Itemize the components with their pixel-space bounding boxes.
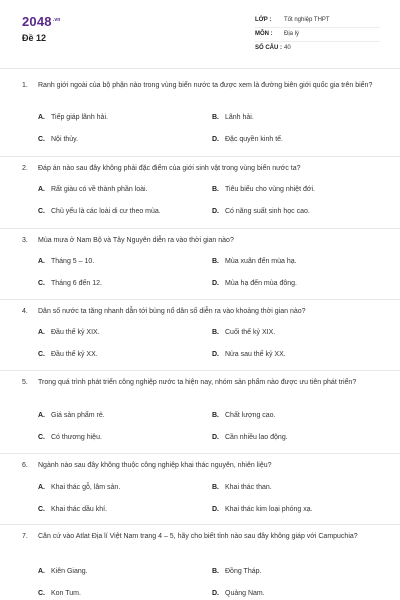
option-letter: A. <box>38 186 45 193</box>
option-text: Tháng 5 – 10. <box>51 258 95 265</box>
option-b[interactable] <box>212 258 297 265</box>
option-c[interactable] <box>38 590 81 597</box>
lop-value: Tốt nghiệp THPT <box>284 17 330 23</box>
option-text: Kiên Giang. <box>51 568 88 575</box>
logo-suffix: .vn <box>52 16 61 23</box>
question-number: 1. <box>22 82 28 89</box>
option-d[interactable] <box>212 351 286 358</box>
header-divider <box>0 68 400 69</box>
option-letter: C. <box>38 506 45 513</box>
option-text: Cuối thế kỷ XIX. <box>225 329 276 336</box>
option-letter: A. <box>38 114 45 121</box>
option-text: Khai thác gỗ, lâm sản. <box>51 484 121 491</box>
question-text: Căn cứ vào Atlat Địa lí Việt Nam trang 4 – 5, hãy cho biết tỉnh nào sau đây không giáp với Campuchia? <box>38 533 358 540</box>
site-logo[interactable] <box>22 14 61 29</box>
question-divider <box>0 370 400 371</box>
option-letter: B. <box>212 258 219 265</box>
question-number: 3. <box>22 237 28 244</box>
option-a[interactable] <box>38 484 120 491</box>
option-letter: B. <box>212 186 219 193</box>
option-letter: A. <box>38 329 45 336</box>
question-divider <box>0 453 400 454</box>
option-letter: D. <box>212 208 219 215</box>
option-a[interactable] <box>38 568 88 575</box>
question-text: Mùa mưa ở Nam Bộ và Tây Nguyên diễn ra vào thời gian nào? <box>38 237 234 244</box>
option-c[interactable] <box>38 208 161 215</box>
question-text: Trong quá trình phát triển công nghiệp nước ta hiện nay, nhóm sản phẩm nào được ưu tiên phát triển? <box>38 379 357 386</box>
mon-label: MÔN : <box>255 31 273 37</box>
logo-text: 2048 <box>22 14 52 29</box>
option-b[interactable] <box>212 568 261 575</box>
option-letter: A. <box>38 484 45 491</box>
option-text: Nội thủy. <box>51 136 79 143</box>
option-b[interactable] <box>212 114 254 121</box>
option-b[interactable] <box>212 186 315 193</box>
option-b[interactable] <box>212 484 272 491</box>
option-d[interactable] <box>212 506 313 513</box>
option-text: Có năng suất sinh học cao. <box>225 208 310 215</box>
option-c[interactable] <box>38 506 107 513</box>
socau-label: SỐ CÂU : <box>255 45 282 51</box>
option-d[interactable] <box>212 136 283 143</box>
option-text: Giá sản phẩm rẻ. <box>51 412 105 419</box>
option-letter: C. <box>38 434 45 441</box>
option-text: Khai thác than. <box>225 484 272 491</box>
option-text: Đầu thế kỷ XX. <box>51 351 98 358</box>
mon-value: Địa lý <box>284 31 300 37</box>
option-c[interactable] <box>38 434 102 441</box>
option-text: Quảng Nam. <box>225 590 265 597</box>
option-a[interactable] <box>38 329 100 336</box>
option-letter: B. <box>212 568 219 575</box>
question-number: 6. <box>22 462 28 469</box>
option-text: Tháng 6 đến 12. <box>51 280 102 287</box>
socau-value: 40 <box>284 45 291 51</box>
option-letter: D. <box>212 136 219 143</box>
question-text: Ranh giới ngoài của bộ phận nào trong vùng biển nước ta được xem là đường biên giới quốc gia trên biển? <box>38 82 373 89</box>
option-letter: A. <box>38 258 45 265</box>
question-text: Đáp án nào sau đây không phải đặc điểm của giới sinh vật trong vùng biển nước ta? <box>38 165 301 172</box>
option-d[interactable] <box>212 434 288 441</box>
lop-label: LỚP : <box>255 17 272 23</box>
option-letter: A. <box>38 568 45 575</box>
exam-title: Đề 12 <box>22 33 47 43</box>
option-b[interactable] <box>212 329 275 336</box>
option-text: Đồng Tháp. <box>225 568 262 575</box>
option-letter: D. <box>212 351 219 358</box>
option-text: Đầu thế kỷ XIX. <box>51 329 100 336</box>
option-letter: B. <box>212 484 219 491</box>
option-letter: C. <box>38 351 45 358</box>
option-b[interactable] <box>212 412 276 419</box>
option-c[interactable] <box>38 280 102 287</box>
option-text: Kon Tum. <box>51 590 81 597</box>
question-number: 7. <box>22 533 28 540</box>
option-d[interactable] <box>212 280 297 287</box>
option-letter: D. <box>212 590 219 597</box>
option-d[interactable] <box>212 208 310 215</box>
option-letter: B. <box>212 114 219 121</box>
option-letter: C. <box>38 590 45 597</box>
option-text: Mùa hạ đến mùa đông. <box>225 280 297 287</box>
option-text: Có thương hiệu. <box>51 434 102 441</box>
question-text: Ngành nào sau đây không thuộc công nghiệp khai thác nguyên, nhiên liệu? <box>38 462 272 469</box>
option-letter: D. <box>212 434 219 441</box>
option-a[interactable] <box>38 186 148 193</box>
meta-divider <box>255 27 380 28</box>
option-d[interactable] <box>212 590 265 597</box>
option-a[interactable] <box>38 412 105 419</box>
option-letter: B. <box>212 329 219 336</box>
question-divider <box>0 524 400 525</box>
option-letter: A. <box>38 412 45 419</box>
option-letter: D. <box>212 280 219 287</box>
option-text: Nửa sau thế kỷ XX. <box>225 351 286 358</box>
option-text: Tiếp giáp lãnh hải. <box>51 114 108 121</box>
option-text: Chủ yếu là các loài di cư theo mùa. <box>51 208 161 215</box>
question-divider <box>0 156 400 157</box>
question-number: 4. <box>22 308 28 315</box>
option-text: Đặc quyền kinh tế. <box>225 136 283 143</box>
option-text: Khai thác dầu khí. <box>51 506 108 513</box>
option-a[interactable] <box>38 258 94 265</box>
option-letter: C. <box>38 136 45 143</box>
question-number: 2. <box>22 165 28 172</box>
option-c[interactable] <box>38 351 98 358</box>
option-text: Chất lượng cao. <box>225 412 276 419</box>
option-letter: D. <box>212 506 219 513</box>
option-text: Lãnh hải. <box>225 114 254 121</box>
question-text: Dân số nước ta tăng nhanh dẫn tới bùng nổ dân số diễn ra vào khoảng thời gian nào? <box>38 308 306 315</box>
option-text: Tiêu biểu cho vùng nhiệt đới. <box>225 186 315 193</box>
option-text: Khai thác kim loại phóng xạ. <box>225 506 313 513</box>
question-number: 5. <box>22 379 28 386</box>
option-text: Rất giàu có về thành phần loài. <box>51 186 148 193</box>
option-c[interactable] <box>38 136 78 143</box>
option-letter: C. <box>38 208 45 215</box>
meta-divider <box>255 41 380 42</box>
question-divider <box>0 299 400 300</box>
option-a[interactable] <box>38 114 108 121</box>
option-letter: C. <box>38 280 45 287</box>
page-header <box>0 0 400 68</box>
option-text: Cần nhiều lao động. <box>225 434 288 441</box>
option-letter: B. <box>212 412 219 419</box>
option-text: Mùa xuân đến mùa hạ. <box>225 258 297 265</box>
question-divider <box>0 228 400 229</box>
